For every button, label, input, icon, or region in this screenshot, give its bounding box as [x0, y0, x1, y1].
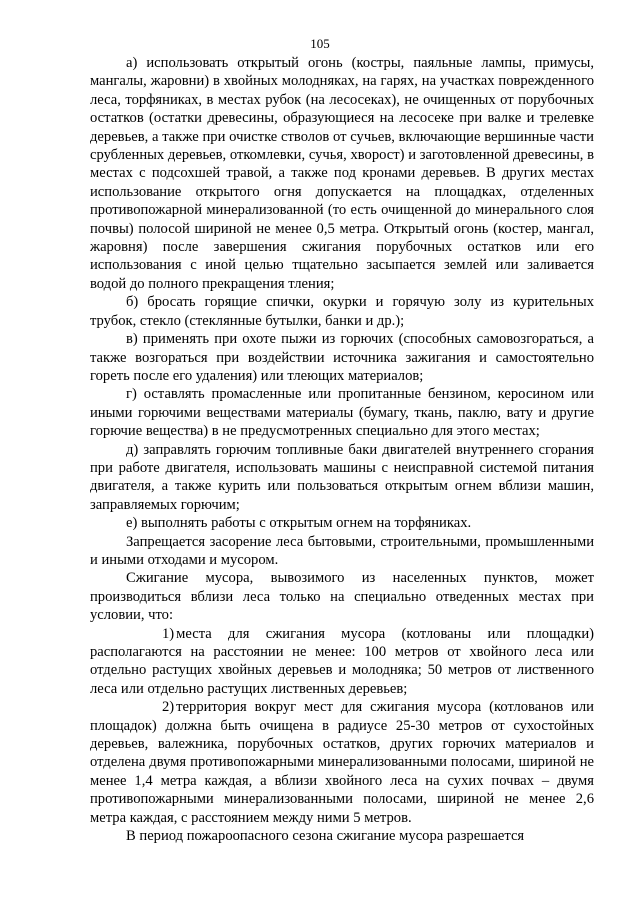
paragraph-item-d: д) заправлять горючим топливные баки двигателей внутреннего сгорания при работе двигателя, использовать машины с неисправной системой питания двигателя, а также курить или пользоваться открытым огнем вблизи машин, заправляемых горючим; [90, 441, 594, 513]
page-number: 105 [310, 36, 330, 51]
paragraph-burning-conditions: Сжигание мусора, вывозимого из населенных пунктов, может производиться вблизи леса только на специально отведенных местах при условии, что: [90, 570, 594, 624]
paragraph-item-g: г) оставлять промасленные или пропитанные бензином, керосином или иными горючими веществами материалы (бумагу, ткань, паклю, вату и другие горючие вещества) в не предусмотренных специально для этого местах; [90, 386, 594, 440]
numbered-item-2-number: 2) [162, 699, 175, 716]
paragraph-item-a: а) использовать открытый огонь (костры, паяльные лампы, примусы, мангалы, жаровни) в хвойных молодняках, на гарях, на участках поврежденного леса, торфяниках, в местах рубок (на лесосеках), не очищенных от порубочных остатков (остатки древесины, образующиеся на лесосеке при валке и трелевке деревьев, а также при очистке стволов от сучьев, включающие вершинные части срубленных деревьев, откомлевки, сучья, хворост) и заготовленной древесины, в местах с подсохшей травой, а также под кронами деревьев. В других местах использование открытого огня допускается на площадках, отделенных противопожарной минерализованной (то есть очищенной до минерального слоя почвы) полосой шириной не менее 0,5 метра. Открытый огонь (костер, мангал, жаровня) после завершения сжигания порубочных остатков или его использования с иной целью тщательно засыпается землей или заливается водой до полного прекращения тления; [90, 55, 594, 292]
numbered-item-1 [90, 625, 594, 699]
document-body [90, 54, 594, 845]
numbered-item-2-text: территория вокруг мест для сжигания мусора (котлованов или площадок) должна быть очищена в радиусе 25-30 метров от сухостойных деревьев, валежника, порубочных остатков, других горючих материалов и отделена двумя противопожарными минерализованными полосами, шириной не менее 1,4 метра каждая, а вблизи хвойного леса на сухих почвах – двумя противопожарными минерализованными полосами, шириной не менее 2,6 метра каждая, с расстоянием между ними 5 метров. [90, 699, 594, 826]
paragraph-littering-ban: Запрещается засорение леса бытовыми, строительными, промышленными и иными отходами и мусором. [90, 533, 594, 568]
paragraph-item-e: е) выполнять работы с открытым огнем на торфяниках. [126, 515, 472, 532]
paragraph-item-b: б) бросать горящие спички, окурки и горячую золу из курительных трубок, стекло (стеклянные бутылки, банки и др.); [90, 294, 594, 329]
numbered-item-2 [90, 698, 594, 827]
paragraph-item-v: в) применять при охоте пыжи из горючих (способных самовозгораться, а также возгораться при воздействии источника зажигания и самостоятельно гореть после его удаления) или тлеющих материалов; [90, 331, 594, 384]
numbered-item-1-number: 1) [162, 625, 175, 642]
paragraph-closing: В период пожароопасного сезона сжигание мусора разрешается [126, 828, 525, 845]
numbered-item-1-text: места для сжигания мусора (котлованы или площадки) располагаются на расстоянии не менее: 100 метров от хвойного леса или отдельно растущих хвойных деревьев и молодняка; 50 метров от лиственного леса или отдельно растущих лиственных деревьев; [90, 625, 594, 697]
